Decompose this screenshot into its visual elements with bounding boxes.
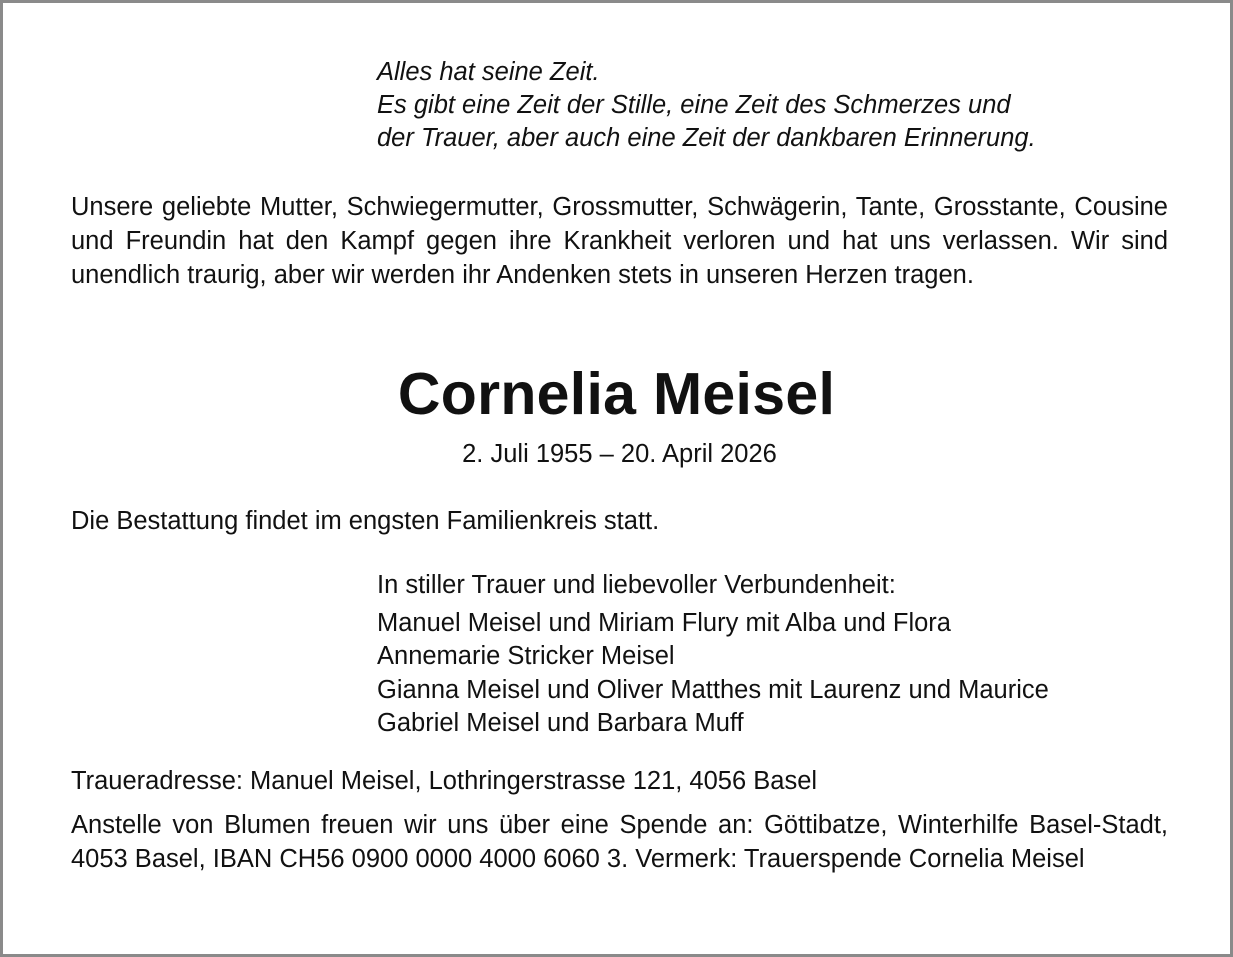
funeral-note: Die Bestattung findet im engsten Familienkreis statt.	[71, 507, 660, 535]
opening-quote	[377, 56, 1197, 155]
intro-paragraph: Unsere geliebte Mutter, Schwiegermutter, Grossmutter, Schwägerin, Tante, Grosstante, Cousine und Freundin hat den Kampf gegen ihre Krankheit verloren und hat uns verlassen. Wir sind unendlich traurig, aber wir werden ihr Andenken stets in unseren Herzen tragen.	[71, 193, 1168, 289]
life-dates: 2. Juli 1955 – 20. April 2026	[462, 440, 777, 468]
quote-line: Es gibt eine Zeit der Stille, eine Zeit des Schmerzes und	[377, 91, 1011, 119]
quote-line: der Trauer, aber auch eine Zeit der dankbaren Erinnerung.	[377, 124, 1036, 152]
mourners-heading: In stiller Trauer und liebevoller Verbundenheit:	[377, 571, 896, 599]
donation-note: Anstelle von Blumen freuen wir uns über eine Spende an: Göttibatze, Winterhilfe Basel-Stadt, 4053 Basel, IBAN CH56 0900 0000 4000 6060 3. Vermerk: Trauerspende Cornelia Meisel	[71, 811, 1168, 873]
quote-line: Alles hat seine Zeit.	[377, 58, 600, 86]
mourning-address: Traueradresse: Manuel Meisel, Lothringerstrasse 121, 4056 Basel	[71, 767, 818, 795]
mourner-entry: Gianna Meisel und Oliver Matthes mit Laurenz und Maurice	[377, 675, 1049, 704]
mourner-entry: Annemarie Stricker Meisel	[377, 642, 675, 670]
mourners-block	[377, 569, 1049, 741]
mourner-entry: Gabriel Meisel und Barbara Muff	[377, 709, 744, 737]
mourner-entry: Manuel Meisel und Miriam Flury mit Alba und Flora	[377, 608, 951, 637]
deceased-name: Cornelia Meisel	[397, 361, 836, 427]
